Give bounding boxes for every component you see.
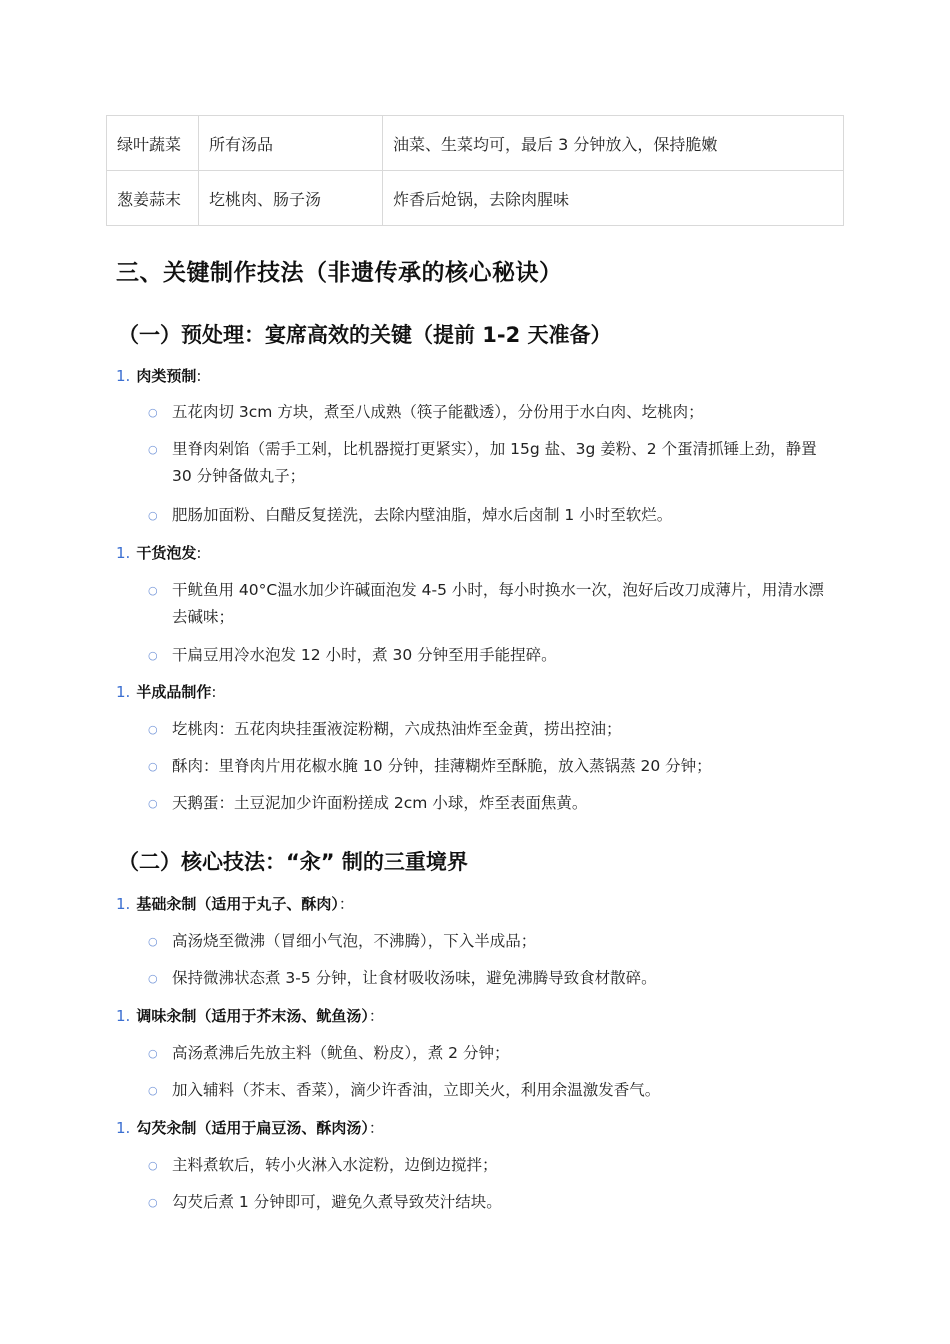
- item-label: 调味汆制（适用于芥末汤、鱿鱼汤）: [136, 1007, 369, 1025]
- item-label: 勾芡汆制（适用于扁豆汤、酥肉汤）: [136, 1119, 369, 1137]
- list-item: [148, 577, 838, 631]
- item-suffix: :: [196, 367, 202, 385]
- item-number: 1.: [116, 367, 131, 385]
- bullet-icon: ○: [148, 649, 158, 662]
- table-cell: 葱姜蒜末: [107, 171, 199, 226]
- table-cell: 所有汤品: [199, 116, 383, 171]
- numbered-item: [116, 1117, 384, 1139]
- list-item: [148, 502, 838, 529]
- bullet-icon: ○: [148, 1084, 158, 1097]
- item-suffix: :: [196, 544, 202, 562]
- list-item: [148, 790, 838, 817]
- item-suffix: ：: [338, 895, 354, 913]
- numbered-item: [116, 681, 216, 703]
- list-item: [148, 928, 838, 955]
- table-row: [107, 116, 844, 171]
- list-item-text: 干鱿鱼用 40°C温水加少许碱面泡发 4-5 小时，每小时换水一次，泡好后改刀成薄片，用清水漂去碱味；: [172, 581, 824, 626]
- list-item: [148, 1077, 838, 1104]
- list-item: [148, 642, 838, 669]
- list-item: [148, 399, 838, 426]
- bullet-icon: ○: [148, 443, 158, 456]
- bullet-icon: ○: [148, 1196, 158, 1209]
- item-label: 半成品制作: [136, 683, 212, 701]
- list-item: [148, 965, 838, 992]
- bullet-icon: ○: [148, 972, 158, 985]
- bullet-icon: ○: [148, 406, 158, 419]
- item-number: 1.: [116, 544, 131, 562]
- item-number: 1.: [116, 1119, 131, 1137]
- item-label: 肉类预制: [136, 367, 197, 385]
- list-item-text: 保持微沸状态煮 3-5 分钟，让食材吸收汤味，避免沸腾导致食材散碎。: [172, 969, 657, 987]
- list-item-text: 里脊肉剁馅（需手工剁，比机器搅打更紧实），加 15g 盐、3g 姜粉、2 个蛋清抓锤上劲，静置 30 分钟备做丸子；: [172, 440, 817, 485]
- item-number: 1.: [116, 895, 131, 913]
- ingredients-table: [106, 115, 844, 226]
- list-item-text: 高汤烧至微沸（冒细小气泡，不沸腾），下入半成品；: [172, 932, 537, 950]
- item-number: 1.: [116, 1007, 131, 1025]
- subsection-heading: （二）核心技法：“汆” 制的三重境界: [118, 850, 468, 874]
- list-item-text: 圪桃肉：五花肉块挂蛋液淀粉糊，六成热油炸至金黄，捞出控油；: [172, 720, 622, 738]
- list-item-text: 干扁豆用冷水泡发 12 小时，煮 30 分钟至用手能捏碎。: [172, 646, 557, 664]
- item-suffix: ：: [368, 1119, 384, 1137]
- bullet-icon: ○: [148, 723, 158, 736]
- list-item-text: 主料煮软后，转小火淋入水淀粉，边倒边搅拌；: [172, 1156, 498, 1174]
- bullet-icon: ○: [148, 760, 158, 773]
- subsection-heading: （一）预处理：宴席高效的关键（提前 1-2 天准备）: [118, 323, 612, 347]
- item-suffix: ：: [368, 1007, 384, 1025]
- list-item-text: 天鹅蛋：土豆泥加少许面粉搓成 2cm 小球，炸至表面焦黄。: [172, 794, 588, 812]
- numbered-item: [116, 365, 201, 387]
- table-cell: 油菜、生菜均可，最后 3 分钟放入，保持脆嫩: [383, 116, 844, 171]
- list-item: [148, 753, 838, 780]
- bullet-icon: ○: [148, 509, 158, 522]
- bullet-icon: ○: [148, 1159, 158, 1172]
- numbered-item: [116, 893, 354, 915]
- list-item-text: 肥肠加面粉、白醋反复搓洗，去除内壁油脂，焯水后卤制 1 小时至软烂。: [172, 506, 673, 524]
- table-cell: 炸香后炝锅，去除肉腥味: [383, 171, 844, 226]
- list-item-text: 高汤煮沸后先放主料（鱿鱼、粉皮），煮 2 分钟；: [172, 1044, 510, 1062]
- list-item: [148, 436, 838, 490]
- list-item: [148, 1189, 838, 1216]
- list-item-text: 勾芡后煮 1 分钟即可，避免久煮导致芡汁结块。: [172, 1193, 502, 1211]
- numbered-item: [116, 1005, 384, 1027]
- table-cell: 圪桃肉、肠子汤: [199, 171, 383, 226]
- table-row: [107, 171, 844, 226]
- bullet-icon: ○: [148, 584, 158, 597]
- numbered-item: [116, 542, 201, 564]
- list-item-text: 加入辅料（芥末、香菜），滴少许香油，立即关火，利用余温激发香气。: [172, 1081, 661, 1099]
- bullet-icon: ○: [148, 1047, 158, 1060]
- item-label: 基础汆制（适用于丸子、酥肉）: [136, 895, 339, 913]
- section-heading: 三、关键制作技法（非遗传承的核心秘诀）: [116, 260, 563, 286]
- list-item-text: 五花肉切 3cm 方块，煮至八成熟（筷子能戳透），分份用于水白肉、圪桃肉；: [172, 403, 704, 421]
- list-item-text: 酥肉：里脊肉片用花椒水腌 10 分钟，挂薄糊炸至酥脆，放入蒸锅蒸 20 分钟；: [172, 757, 712, 775]
- item-suffix: :: [211, 683, 217, 701]
- bullet-icon: ○: [148, 797, 158, 810]
- list-item: [148, 1040, 838, 1067]
- item-number: 1.: [116, 683, 131, 701]
- bullet-icon: ○: [148, 935, 158, 948]
- item-label: 干货泡发: [136, 544, 197, 562]
- list-item: [148, 1152, 838, 1179]
- table-cell: 绿叶蔬菜: [107, 116, 199, 171]
- list-item: [148, 716, 838, 743]
